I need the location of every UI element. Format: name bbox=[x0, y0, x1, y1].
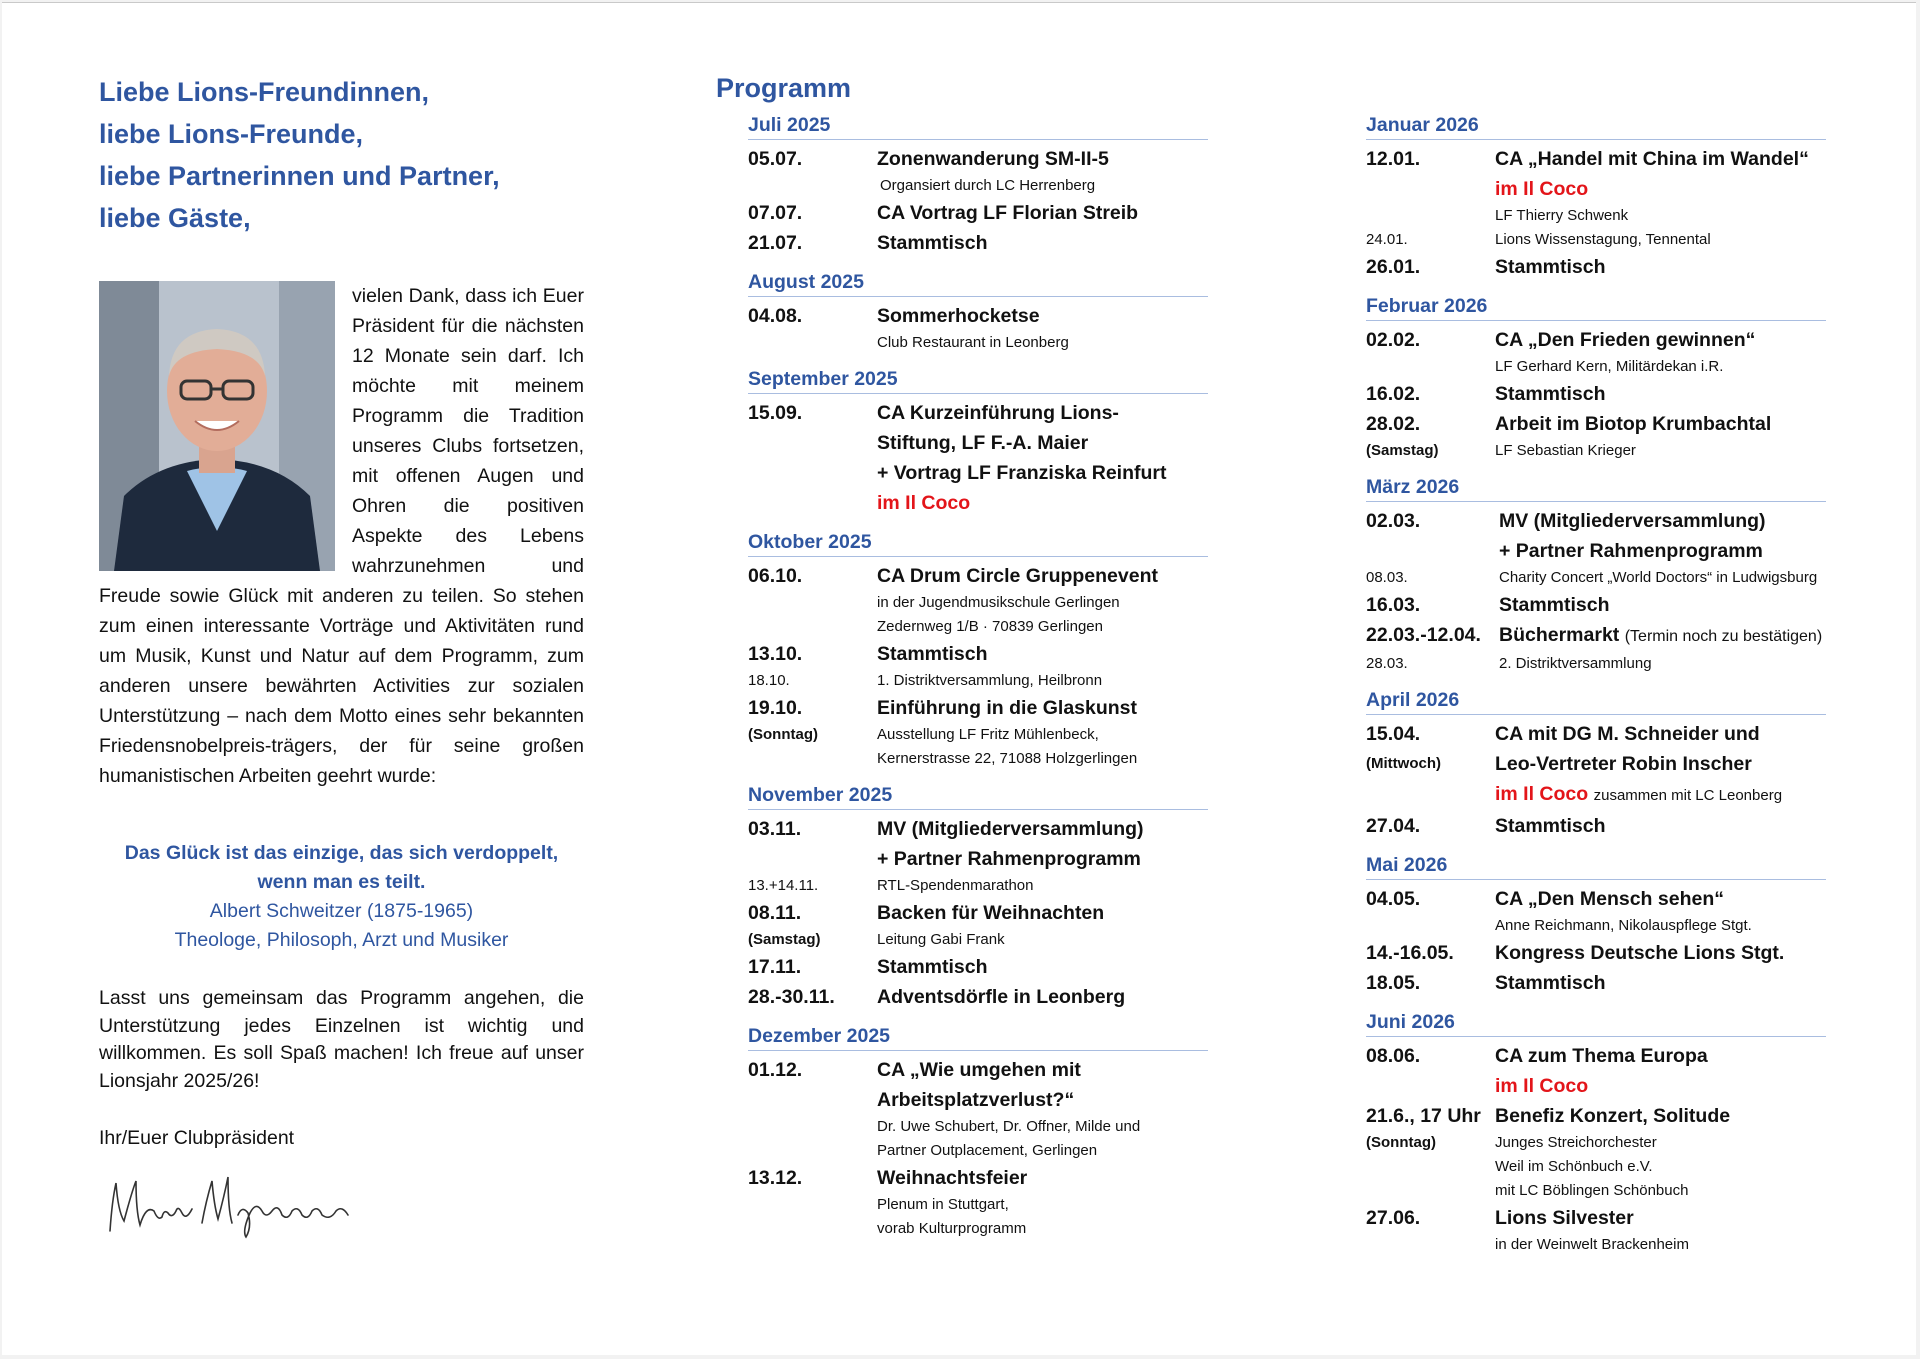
event-detail bbox=[1366, 1131, 1866, 1155]
event-row bbox=[1366, 409, 1866, 439]
month-heading: Dezember 2025 bbox=[748, 1024, 1208, 1051]
event-title: Stammtisch bbox=[1495, 972, 1606, 994]
event-date: 24.01. bbox=[1366, 231, 1408, 248]
event-date: 08.03. bbox=[1366, 569, 1408, 586]
event-location-text: im Il Coco bbox=[1495, 1075, 1589, 1097]
event-title: Stammtisch bbox=[877, 232, 988, 254]
event-detail-text: mit LC Böblingen Schönbuch bbox=[1495, 1182, 1689, 1199]
event-date: 21.07. bbox=[748, 232, 803, 254]
closing-text: Lasst uns gemeinsam das Programm angehen, die Unterstützung jedes Einzelnen ist wichtig und willkommen. Es soll Spaß machen! Ich freue auf unser Lionsjahr 2025/26! bbox=[99, 987, 584, 1092]
event-row bbox=[1366, 1041, 1866, 1071]
event-row bbox=[748, 301, 1208, 331]
event-row-small bbox=[1366, 566, 1866, 590]
event-detail bbox=[748, 174, 1208, 198]
intro-paragraph: vielen Dank, dass ich Euer Präsident für die nächsten 12 Monate sein darf. Ich möchte mit meinem Programm die Tradition unseres Clubs fortsetzen, mit offenen Augen und Ohren die positiven Aspekte des Lebens wahrzunehmen und Freude sowie Glück mit anderen zu teilen. So stehen zum einen interessante Vorträge und Aktivitäten rund um Musik, Kunst und Natur auf dem Programm, zum anderen unsere bewährten Activities zur sozialen Unterstützung – nach dem Motto eines sehr bekannten Friedensnobelpreis-trägers, der für seine großen humanistischen Arbeiten geehrt wurde: bbox=[99, 285, 584, 787]
event-row bbox=[748, 144, 1208, 174]
event-date: 15.09. bbox=[748, 402, 803, 424]
greeting-line: liebe Gäste, bbox=[99, 203, 251, 233]
event-title: Stammtisch bbox=[877, 643, 988, 665]
event-location-text: im Il Coco bbox=[877, 492, 971, 514]
event-weekday: (Sonntag) bbox=[1366, 1134, 1436, 1151]
month-heading: September 2025 bbox=[748, 367, 1208, 394]
event-location bbox=[1366, 1071, 1866, 1101]
event-date: 17.11. bbox=[748, 956, 802, 978]
event-title: MV (Mitgliederversammlung) bbox=[877, 818, 1144, 840]
event-date: 02.03. bbox=[1366, 510, 1421, 532]
event-date: 08.11. bbox=[748, 902, 802, 924]
event-detail bbox=[1366, 914, 1866, 938]
event-detail-text: LF Thierry Schwenk bbox=[1495, 207, 1629, 224]
event-row-small bbox=[1366, 228, 1866, 252]
month-heading: November 2025 bbox=[748, 783, 1208, 810]
event-row bbox=[748, 693, 1208, 723]
event-detail-text: Leitung Gabi Frank bbox=[877, 931, 1005, 948]
program-title: Programm bbox=[716, 73, 852, 103]
event-title: Stammtisch bbox=[877, 956, 988, 978]
program-column-1 bbox=[748, 113, 1208, 1241]
event-date: 18.05. bbox=[1366, 972, 1421, 994]
greeting-line: liebe Lions-Freunde, bbox=[99, 119, 364, 149]
quote-author: Albert Schweitzer (1875-1965) bbox=[209, 900, 474, 922]
event-title: RTL-Spendenmarathon bbox=[877, 877, 1034, 894]
event-detail-text: Dr. Uwe Schubert, Dr. Offner, Milde und bbox=[877, 1118, 1141, 1135]
event-location bbox=[1366, 174, 1866, 204]
event-note: (Termin noch zu bestätigen) bbox=[1624, 628, 1823, 645]
event-row bbox=[1366, 144, 1866, 174]
event-title: CA „Wie umgehen mit bbox=[877, 1059, 1081, 1081]
event-title: CA Vortrag LF Florian Streib bbox=[877, 202, 1139, 224]
event-row-small bbox=[748, 669, 1208, 693]
event-detail bbox=[748, 1193, 1208, 1217]
month-heading: August 2025 bbox=[748, 270, 1208, 297]
event-date: 22.03.-12.04. bbox=[1366, 624, 1481, 646]
event-title: CA Drum Circle Gruppenevent bbox=[877, 565, 1158, 587]
event-row bbox=[748, 228, 1208, 258]
event-date: 15.04. bbox=[1366, 723, 1421, 745]
event-detail bbox=[748, 928, 1208, 952]
event-row bbox=[1366, 884, 1866, 914]
greeting bbox=[99, 71, 619, 239]
event-title: Stammtisch bbox=[1495, 383, 1606, 405]
event-title: CA „Den Mensch sehen“ bbox=[1495, 888, 1724, 910]
event-title: Adventsdörfle in Leonberg bbox=[877, 986, 1126, 1008]
event-title: + Partner Rahmenprogramm bbox=[1499, 540, 1763, 562]
event-title: Charity Concert „World Doctors“ in Ludwigsburg bbox=[1499, 569, 1818, 586]
event-title: Benefiz Konzert, Solitude bbox=[1495, 1105, 1731, 1127]
event-title: Zonenwanderung SM-II-5 bbox=[877, 148, 1109, 170]
event-title: CA Kurzeinführung Lions- bbox=[877, 402, 1119, 424]
event-row bbox=[748, 561, 1208, 591]
event-detail-text: Junges Streichorchester bbox=[1495, 1134, 1657, 1151]
event-title: Weihnachtsfeier bbox=[877, 1167, 1028, 1189]
event-weekday: (Sonntag) bbox=[748, 726, 818, 743]
event-row bbox=[748, 1163, 1208, 1193]
event-row-cont bbox=[748, 458, 1208, 488]
event-title: 1. Distriktversammlung, Heilbronn bbox=[877, 672, 1103, 689]
event-detail-text: Club Restaurant in Leonberg bbox=[877, 334, 1069, 351]
event-location-text: im Il Coco bbox=[1495, 783, 1589, 805]
event-row-cont bbox=[748, 1085, 1208, 1115]
greeting-line: Liebe Lions-Freundinnen, bbox=[99, 77, 429, 107]
event-location bbox=[748, 488, 1208, 518]
event-detail-text: vorab Kulturprogramm bbox=[877, 1220, 1027, 1237]
event-date: 07.07. bbox=[748, 202, 803, 224]
event-detail-text: Organsiert durch LC Herrenberg bbox=[880, 177, 1096, 194]
event-date: 13.12. bbox=[748, 1167, 803, 1189]
event-row-cont bbox=[748, 428, 1208, 458]
event-date: 28.-30.11. bbox=[748, 986, 835, 1008]
month-heading: Oktober 2025 bbox=[748, 530, 1208, 557]
event-date: 05.07. bbox=[748, 148, 803, 170]
month-heading: März 2026 bbox=[1366, 475, 1826, 502]
event-date: 06.10. bbox=[748, 565, 803, 587]
event-detail bbox=[1366, 1233, 1866, 1257]
month-heading: April 2026 bbox=[1366, 688, 1826, 715]
program-sheet bbox=[2, 2, 1916, 1355]
event-row bbox=[1366, 1203, 1866, 1233]
event-title: Einführung in die Glaskunst bbox=[877, 697, 1138, 719]
month-heading: Mai 2026 bbox=[1366, 853, 1826, 880]
event-title: Leo-Vertreter Robin Inscher bbox=[1495, 753, 1752, 775]
event-date: 27.04. bbox=[1366, 815, 1421, 837]
event-date: 16.03. bbox=[1366, 594, 1421, 616]
event-row bbox=[748, 398, 1208, 428]
event-detail-text: Ausstellung LF Fritz Mühlenbeck, bbox=[877, 726, 1099, 743]
event-date: 18.10. bbox=[748, 672, 790, 689]
event-title: 2. Distriktversammlung bbox=[1499, 655, 1652, 672]
event-date: 27.06. bbox=[1366, 1207, 1421, 1229]
event-title: Stammtisch bbox=[1495, 815, 1606, 837]
event-detail-text: Partner Outplacement, Gerlingen bbox=[877, 1142, 1098, 1159]
event-detail-text: LF Sebastian Krieger bbox=[1495, 442, 1636, 459]
event-date: 13.10. bbox=[748, 643, 803, 665]
event-title: Büchermarkt bbox=[1499, 624, 1620, 646]
event-date: 04.05. bbox=[1366, 888, 1421, 910]
event-row bbox=[748, 898, 1208, 928]
quote-block bbox=[99, 839, 584, 955]
month-heading: Juni 2026 bbox=[1366, 1010, 1826, 1037]
event-row-small bbox=[748, 874, 1208, 898]
quote-role: Theologe, Philosoph, Arzt und Musiker bbox=[174, 929, 509, 951]
event-detail-text: Anne Reichmann, Nikolauspflege Stgt. bbox=[1495, 917, 1752, 934]
event-title: Backen für Weihnachten bbox=[877, 902, 1105, 924]
event-detail bbox=[748, 1115, 1208, 1139]
event-title: Arbeitsplatzverlust?“ bbox=[877, 1089, 1075, 1111]
event-date: 08.06. bbox=[1366, 1045, 1421, 1067]
event-title: MV (Mitgliederversammlung) bbox=[1499, 510, 1766, 532]
event-row bbox=[748, 982, 1208, 1012]
event-row bbox=[748, 952, 1208, 982]
event-detail bbox=[1366, 1179, 1866, 1203]
event-row-cont bbox=[1366, 536, 1866, 566]
event-detail-text: in der Jugendmusikschule Gerlingen bbox=[877, 594, 1120, 611]
event-date: 16.02. bbox=[1366, 383, 1421, 405]
event-detail bbox=[748, 591, 1208, 615]
month-heading: Juli 2025 bbox=[748, 113, 1208, 140]
event-detail bbox=[748, 331, 1208, 355]
event-detail bbox=[748, 1217, 1208, 1241]
event-row bbox=[1366, 325, 1866, 355]
event-title: Stammtisch bbox=[1495, 256, 1606, 278]
event-detail bbox=[748, 615, 1208, 639]
event-row bbox=[1366, 968, 1866, 998]
event-title: Sommerhocketse bbox=[877, 305, 1040, 327]
event-date: 26.01. bbox=[1366, 256, 1421, 278]
greeting-line: liebe Partnerinnen und Partner, bbox=[99, 161, 500, 191]
event-row-small bbox=[1366, 652, 1866, 676]
event-date: 21.6., 17 Uhr bbox=[1366, 1105, 1481, 1127]
event-detail-text: Plenum in Stuttgart, bbox=[877, 1196, 1009, 1213]
event-title: Lions Silvester bbox=[1495, 1207, 1634, 1229]
event-detail bbox=[1366, 355, 1866, 379]
event-detail-text: zusammen mit LC Leonberg bbox=[1593, 787, 1783, 804]
event-row-cont bbox=[748, 844, 1208, 874]
event-title: Arbeit im Biotop Krumbachtal bbox=[1495, 413, 1772, 435]
event-title: CA mit DG M. Schneider und bbox=[1495, 723, 1760, 745]
handwritten-signature bbox=[102, 1161, 422, 1241]
event-detail bbox=[748, 723, 1208, 747]
event-detail bbox=[1366, 439, 1866, 463]
event-row bbox=[1366, 590, 1866, 620]
event-location bbox=[1366, 779, 1866, 811]
event-date: 01.12. bbox=[748, 1059, 803, 1081]
event-weekday: (Mittwoch) bbox=[1366, 755, 1441, 772]
event-weekday: (Samstag) bbox=[748, 931, 821, 948]
event-row bbox=[1366, 620, 1866, 652]
event-detail bbox=[748, 747, 1208, 771]
event-date: 28.02. bbox=[1366, 413, 1421, 435]
event-date: 12.01. bbox=[1366, 148, 1421, 170]
event-detail-text: in der Weinwelt Brackenheim bbox=[1495, 1236, 1689, 1253]
event-row bbox=[748, 639, 1208, 669]
event-location-text: im Il Coco bbox=[1495, 178, 1589, 200]
event-title: + Partner Rahmenprogramm bbox=[877, 848, 1141, 870]
event-detail-text: Kernerstrasse 22, 71088 Holzgerlingen bbox=[877, 750, 1138, 767]
event-detail-text: Weil im Schönbuch e.V. bbox=[1495, 1158, 1653, 1175]
event-row bbox=[1366, 1101, 1866, 1131]
event-title: CA „Den Frieden gewinnen“ bbox=[1495, 329, 1756, 351]
event-detail-text: Zedernweg 1/B · 70839 Gerlingen bbox=[877, 618, 1103, 635]
event-date: 19.10. bbox=[748, 697, 803, 719]
event-date: 14.-16.05. bbox=[1366, 942, 1454, 964]
event-title: + Vortrag LF Franziska Reinfurt bbox=[877, 462, 1167, 484]
month-heading: Februar 2026 bbox=[1366, 294, 1826, 321]
event-detail bbox=[748, 1139, 1208, 1163]
event-date: 13.+14.11. bbox=[748, 877, 819, 894]
event-title: CA zum Thema Europa bbox=[1495, 1045, 1708, 1067]
event-row-cont bbox=[1366, 749, 1866, 779]
event-date: 04.08. bbox=[748, 305, 803, 327]
event-row bbox=[1366, 506, 1866, 536]
event-row bbox=[1366, 252, 1866, 282]
event-detail bbox=[1366, 204, 1866, 228]
event-title: Kongress Deutsche Lions Stgt. bbox=[1495, 942, 1785, 964]
event-row bbox=[748, 198, 1208, 228]
event-title: CA „Handel mit China im Wandel“ bbox=[1495, 148, 1809, 170]
event-row bbox=[1366, 379, 1866, 409]
event-title: Stiftung, LF F.-A. Maier bbox=[877, 432, 1089, 454]
event-date: 28.03. bbox=[1366, 655, 1408, 672]
month-heading: Januar 2026 bbox=[1366, 113, 1826, 140]
event-row bbox=[748, 814, 1208, 844]
event-title: Stammtisch bbox=[1499, 594, 1610, 616]
event-row bbox=[1366, 938, 1866, 968]
event-detail bbox=[1366, 1155, 1866, 1179]
event-row bbox=[1366, 811, 1866, 841]
event-date: 03.11. bbox=[748, 818, 802, 840]
event-row bbox=[748, 1055, 1208, 1085]
event-date: 02.02. bbox=[1366, 329, 1421, 351]
event-weekday: (Samstag) bbox=[1366, 442, 1439, 459]
intro-text bbox=[99, 281, 584, 791]
event-row bbox=[1366, 719, 1866, 749]
quote-text: Das Glück ist das einzige, das sich verdoppelt, wenn man es teilt. bbox=[124, 842, 559, 893]
program-column-2 bbox=[1366, 113, 1866, 1257]
signature-label: Ihr/Euer Clubpräsident bbox=[99, 1127, 295, 1149]
event-detail-text: LF Gerhard Kern, Militärdekan i.R. bbox=[1495, 358, 1724, 375]
event-title: Lions Wissenstagung, Tennental bbox=[1495, 231, 1711, 248]
